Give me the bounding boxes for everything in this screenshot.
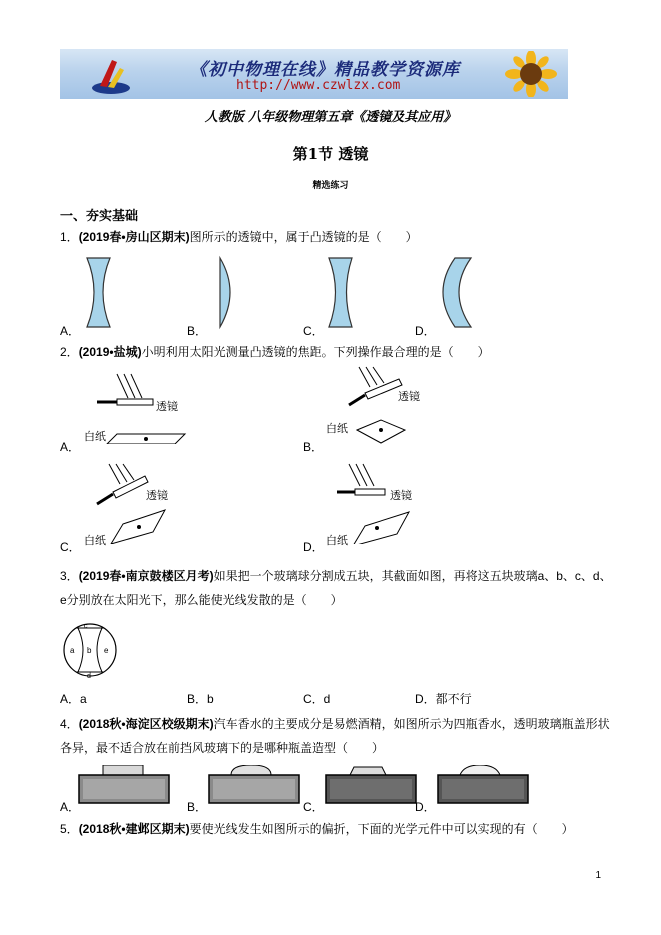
- q3-option-d: D．都不行: [415, 692, 472, 706]
- q3-option-c: C．d: [303, 692, 331, 706]
- perfume-bottle-a: [75, 765, 173, 805]
- perfume-bottle-d: [434, 765, 532, 805]
- question-4-line2: 各异，最不适合放在前挡风玻璃下的是哪种瓶盖造型（ ）: [60, 741, 385, 755]
- q2-figure-b: [345, 365, 455, 447]
- banner-title: 《初中物理在线》精品教学资源库: [190, 60, 460, 80]
- q2-c-lens-label: 透镜: [146, 490, 168, 502]
- q2-d-lens-label: 透镜: [390, 490, 412, 502]
- q2-option-c: C．: [60, 540, 81, 554]
- practice-label: 精选练习: [312, 181, 349, 191]
- q2-b-lens-label: 透镜: [398, 391, 420, 403]
- question-4-line1: 4．(2018秋•海淀区校级期末)汽车香水的主要成分是易燃酒精，如图所示为四瓶香水，透明玻璃瓶盖形状: [60, 717, 610, 731]
- q2-a-lens-label: 透镜: [156, 401, 178, 413]
- q4-option-b: B．: [187, 800, 208, 814]
- q2-figure-a: [95, 372, 205, 444]
- chapter-title: 第1节 透镜: [292, 145, 369, 163]
- q2-figure-c: [95, 462, 205, 544]
- lens-b: [220, 258, 230, 327]
- q3-label-a: a: [70, 646, 75, 655]
- q4-option-c: C．: [303, 800, 324, 814]
- lens-a: [87, 258, 110, 327]
- question-3-line2: e分别放在太阳光下，那么能使光线发散的是（ ）: [60, 593, 343, 607]
- q3-glass-ball-figure: [60, 620, 120, 680]
- banner-url: http://www.czwlzx.com: [236, 78, 401, 93]
- question-5: 5．(2018秋•建邺区期末)要使光线发生如图所示的偏折，下面的光学元件中可以实现的有（ ）: [60, 822, 574, 836]
- page-number: 1: [595, 870, 601, 881]
- question-2: 2．(2019•盐城)小明利用太阳光测量凸透镜的焦距。下列操作最合理的是（ ）: [60, 345, 490, 359]
- header-banner: [60, 49, 568, 99]
- q2-option-a: A．: [60, 440, 81, 454]
- lens-c: [329, 258, 352, 327]
- lens-d: [443, 258, 471, 327]
- site-logo: [90, 54, 132, 96]
- document-subtitle: 人教版 八年级物理第五章《透镜及其应用》: [204, 110, 457, 125]
- q1-option-d: D．: [415, 324, 436, 338]
- question-3-line1: 3．(2019春•南京鼓楼区月考)如果把一个玻璃球分割成五块，其截面如图，再将这五块玻璃a、b、c、d、: [60, 569, 612, 583]
- q2-a-paper-label: 白纸: [84, 431, 106, 443]
- q3-label-d: d: [87, 673, 91, 680]
- q1-option-a: A．: [60, 324, 81, 338]
- q2-d-paper-label: 白纸: [326, 535, 348, 547]
- q2-c-paper-label: 白纸: [84, 535, 106, 547]
- question-1: 1．(2019春•房山区期末)图所示的透镜中，属于凸透镜的是（ ）: [60, 230, 418, 244]
- q2-figure-d: [335, 462, 445, 544]
- sunflower-image: [502, 51, 560, 97]
- q3-option-a: A．a: [60, 692, 87, 706]
- q4-option-a: A．: [60, 800, 81, 814]
- q3-label-e: e: [104, 646, 109, 655]
- perfume-bottle-c: [322, 765, 420, 805]
- section-heading: 一、夯实基础: [60, 208, 139, 223]
- q3-option-b: B．b: [187, 692, 214, 706]
- q2-option-d: D．: [303, 540, 324, 554]
- q1-option-b: B．: [187, 324, 208, 338]
- q3-label-c: c: [84, 623, 88, 630]
- q2-option-b: B．: [303, 440, 324, 454]
- q1-option-c: C．: [303, 324, 324, 338]
- perfume-bottle-b: [205, 765, 303, 805]
- q2-b-paper-label: 白纸: [326, 423, 348, 435]
- q3-label-b: b: [87, 646, 92, 655]
- q4-option-d: D．: [415, 800, 436, 814]
